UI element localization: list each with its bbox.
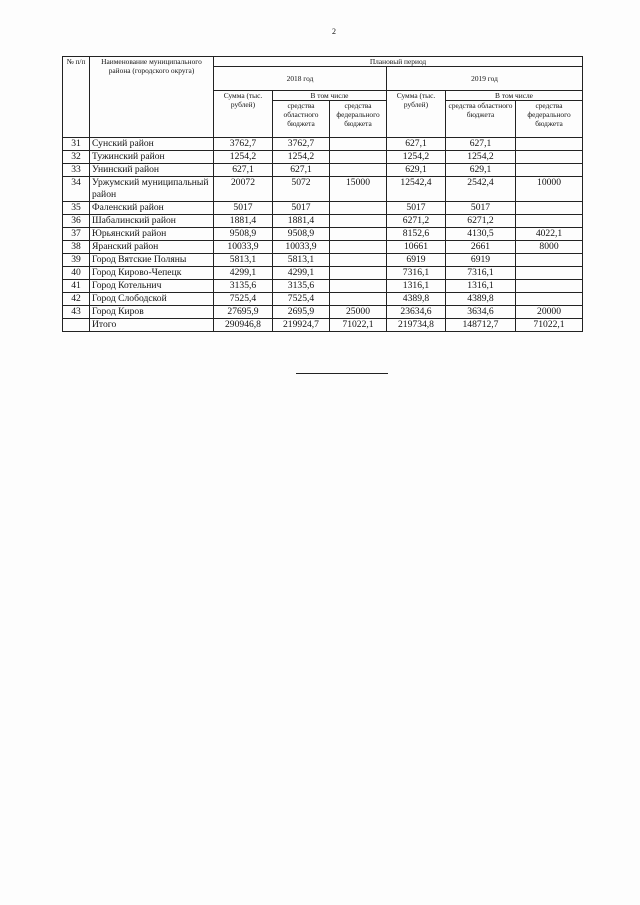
cell-federal-2019: [516, 293, 583, 306]
cell-name: Унинский район: [90, 164, 214, 177]
cell-sum-2019: 12542,4: [387, 177, 446, 202]
cell-sum-2018: 1881,4: [214, 215, 273, 228]
cell-federal-2019: 71022,1: [516, 319, 583, 332]
cell-num: 32: [63, 151, 90, 164]
cell-name: Итого: [90, 319, 214, 332]
cell-sum-2019: 23634,6: [387, 306, 446, 319]
cell-federal-2019: [516, 164, 583, 177]
cell-federal-2019: [516, 267, 583, 280]
cell-regional-2018: 3762,7: [273, 138, 330, 151]
cell-num: 34: [63, 177, 90, 202]
cell-regional-2018: 2695,9: [273, 306, 330, 319]
cell-name: Уржумский муниципальный район: [90, 177, 214, 202]
cell-num: 38: [63, 241, 90, 254]
cell-sum-2018: 627,1: [214, 164, 273, 177]
cell-regional-2019: 148712,7: [446, 319, 516, 332]
cell-regional-2019: 4389,8: [446, 293, 516, 306]
cell-sum-2019: 5017: [387, 202, 446, 215]
cell-name: Город Вятские Поляны: [90, 254, 214, 267]
cell-regional-2019: 2542,4: [446, 177, 516, 202]
cell-num: 42: [63, 293, 90, 306]
cell-regional-2019: 3634,6: [446, 306, 516, 319]
cell-regional-2018: 3135,6: [273, 280, 330, 293]
cell-federal-2019: [516, 280, 583, 293]
header-including-2018: В том числе: [273, 91, 387, 101]
cell-regional-2019: 6919: [446, 254, 516, 267]
cell-federal-2018: 25000: [330, 306, 387, 319]
cell-federal-2019: [516, 202, 583, 215]
cell-num: 33: [63, 164, 90, 177]
cell-regional-2019: 4130,5: [446, 228, 516, 241]
cell-federal-2018: [330, 228, 387, 241]
table-row: [63, 280, 583, 293]
cell-federal-2019: 10000: [516, 177, 583, 202]
cell-num: 36: [63, 215, 90, 228]
cell-federal-2018: [330, 267, 387, 280]
table-row: [63, 164, 583, 177]
cell-regional-2018: 10033,9: [273, 241, 330, 254]
header-num: № п/п: [63, 57, 90, 138]
cell-federal-2019: [516, 138, 583, 151]
cell-federal-2019: 20000: [516, 306, 583, 319]
cell-regional-2018: 219924,7: [273, 319, 330, 332]
total-row: [63, 319, 583, 332]
header-including-2019: В том числе: [446, 91, 583, 101]
cell-sum-2018: 290946,8: [214, 319, 273, 332]
cell-regional-2019: 6271,2: [446, 215, 516, 228]
cell-federal-2018: [330, 280, 387, 293]
cell-federal-2019: [516, 254, 583, 267]
header-name: Наименование муниципального района (городского округа): [90, 57, 214, 138]
cell-federal-2018: [330, 241, 387, 254]
cell-name: Сунский район: [90, 138, 214, 151]
cell-sum-2018: 7525,4: [214, 293, 273, 306]
cell-federal-2018: [330, 164, 387, 177]
table-row: [63, 254, 583, 267]
header-federal-2019: средства федерального бюджета: [516, 101, 583, 138]
cell-regional-2018: 1881,4: [273, 215, 330, 228]
cell-federal-2018: [330, 293, 387, 306]
cell-sum-2019: 627,1: [387, 138, 446, 151]
cell-regional-2019: 1316,1: [446, 280, 516, 293]
cell-federal-2018: [330, 215, 387, 228]
cell-sum-2018: 1254,2: [214, 151, 273, 164]
cell-num: [63, 319, 90, 332]
cell-name: Город Кирово-Чепецк: [90, 267, 214, 280]
cell-name: Город Слободской: [90, 293, 214, 306]
cell-federal-2018: 15000: [330, 177, 387, 202]
table-row: [63, 228, 583, 241]
cell-num: 41: [63, 280, 90, 293]
table-row: [63, 138, 583, 151]
header-regional-2018: средства областного бюджета: [273, 101, 330, 138]
header-sum-2018: Сумма (тыс. рублей): [214, 91, 273, 138]
cell-regional-2019: 1254,2: [446, 151, 516, 164]
table-row: [63, 215, 583, 228]
cell-sum-2018: 27695,9: [214, 306, 273, 319]
cell-regional-2018: 5072: [273, 177, 330, 202]
cell-federal-2018: [330, 138, 387, 151]
cell-name: Юрьянский район: [90, 228, 214, 241]
cell-sum-2019: 7316,1: [387, 267, 446, 280]
cell-regional-2019: 2661: [446, 241, 516, 254]
cell-sum-2019: 1254,2: [387, 151, 446, 164]
header-year-2018: 2018 год: [214, 67, 387, 91]
cell-regional-2018: 7525,4: [273, 293, 330, 306]
cell-sum-2019: 8152,6: [387, 228, 446, 241]
cell-num: 31: [63, 138, 90, 151]
cell-name: Город Киров: [90, 306, 214, 319]
cell-federal-2018: [330, 254, 387, 267]
table-row: [63, 241, 583, 254]
header-year-2019: 2019 год: [387, 67, 583, 91]
header-regional-2019: средства областного бюджета: [446, 101, 516, 138]
cell-regional-2018: 5813,1: [273, 254, 330, 267]
cell-name: Шабалинский район: [90, 215, 214, 228]
cell-sum-2018: 5017: [214, 202, 273, 215]
cell-sum-2019: 629,1: [387, 164, 446, 177]
cell-federal-2018: 71022,1: [330, 319, 387, 332]
cell-num: 35: [63, 202, 90, 215]
cell-name: Город Котельнич: [90, 280, 214, 293]
cell-sum-2019: 4389,8: [387, 293, 446, 306]
cell-sum-2019: 6271,2: [387, 215, 446, 228]
cell-sum-2018: 10033,9: [214, 241, 273, 254]
header-federal-2018: средства федерального бюджета: [330, 101, 387, 138]
header-planned-period: Плановый период: [214, 57, 583, 67]
header-sum-2019: Сумма (тыс. рублей): [387, 91, 446, 138]
table-row: [63, 151, 583, 164]
cell-sum-2019: 6919: [387, 254, 446, 267]
cell-federal-2018: [330, 151, 387, 164]
cell-sum-2018: 4299,1: [214, 267, 273, 280]
cell-regional-2019: 7316,1: [446, 267, 516, 280]
cell-name: Фаленский район: [90, 202, 214, 215]
cell-regional-2019: 627,1: [446, 138, 516, 151]
cell-num: 37: [63, 228, 90, 241]
cell-federal-2019: [516, 215, 583, 228]
cell-sum-2018: 5813,1: [214, 254, 273, 267]
table-row: [63, 267, 583, 280]
cell-regional-2019: 5017: [446, 202, 516, 215]
cell-regional-2018: 1254,2: [273, 151, 330, 164]
cell-sum-2019: 1316,1: [387, 280, 446, 293]
cell-regional-2018: 4299,1: [273, 267, 330, 280]
cell-sum-2019: 219734,8: [387, 319, 446, 332]
table-row: [63, 293, 583, 306]
cell-federal-2018: [330, 202, 387, 215]
cell-sum-2018: 3762,7: [214, 138, 273, 151]
cell-regional-2019: 629,1: [446, 164, 516, 177]
cell-regional-2018: 9508,9: [273, 228, 330, 241]
closing-rule: [296, 373, 388, 374]
budget-table: [62, 56, 583, 332]
cell-federal-2019: 8000: [516, 241, 583, 254]
table-row: [63, 202, 583, 215]
cell-sum-2019: 10661: [387, 241, 446, 254]
table-row: [63, 306, 583, 319]
page-number: 2: [332, 27, 336, 36]
cell-federal-2019: 4022,1: [516, 228, 583, 241]
cell-name: Яранский район: [90, 241, 214, 254]
cell-sum-2018: 20072: [214, 177, 273, 202]
cell-name: Тужинский район: [90, 151, 214, 164]
table-row: [63, 177, 583, 202]
cell-sum-2018: 9508,9: [214, 228, 273, 241]
cell-num: 40: [63, 267, 90, 280]
cell-num: 39: [63, 254, 90, 267]
cell-sum-2018: 3135,6: [214, 280, 273, 293]
cell-num: 43: [63, 306, 90, 319]
cell-regional-2018: 5017: [273, 202, 330, 215]
cell-regional-2018: 627,1: [273, 164, 330, 177]
cell-federal-2019: [516, 151, 583, 164]
